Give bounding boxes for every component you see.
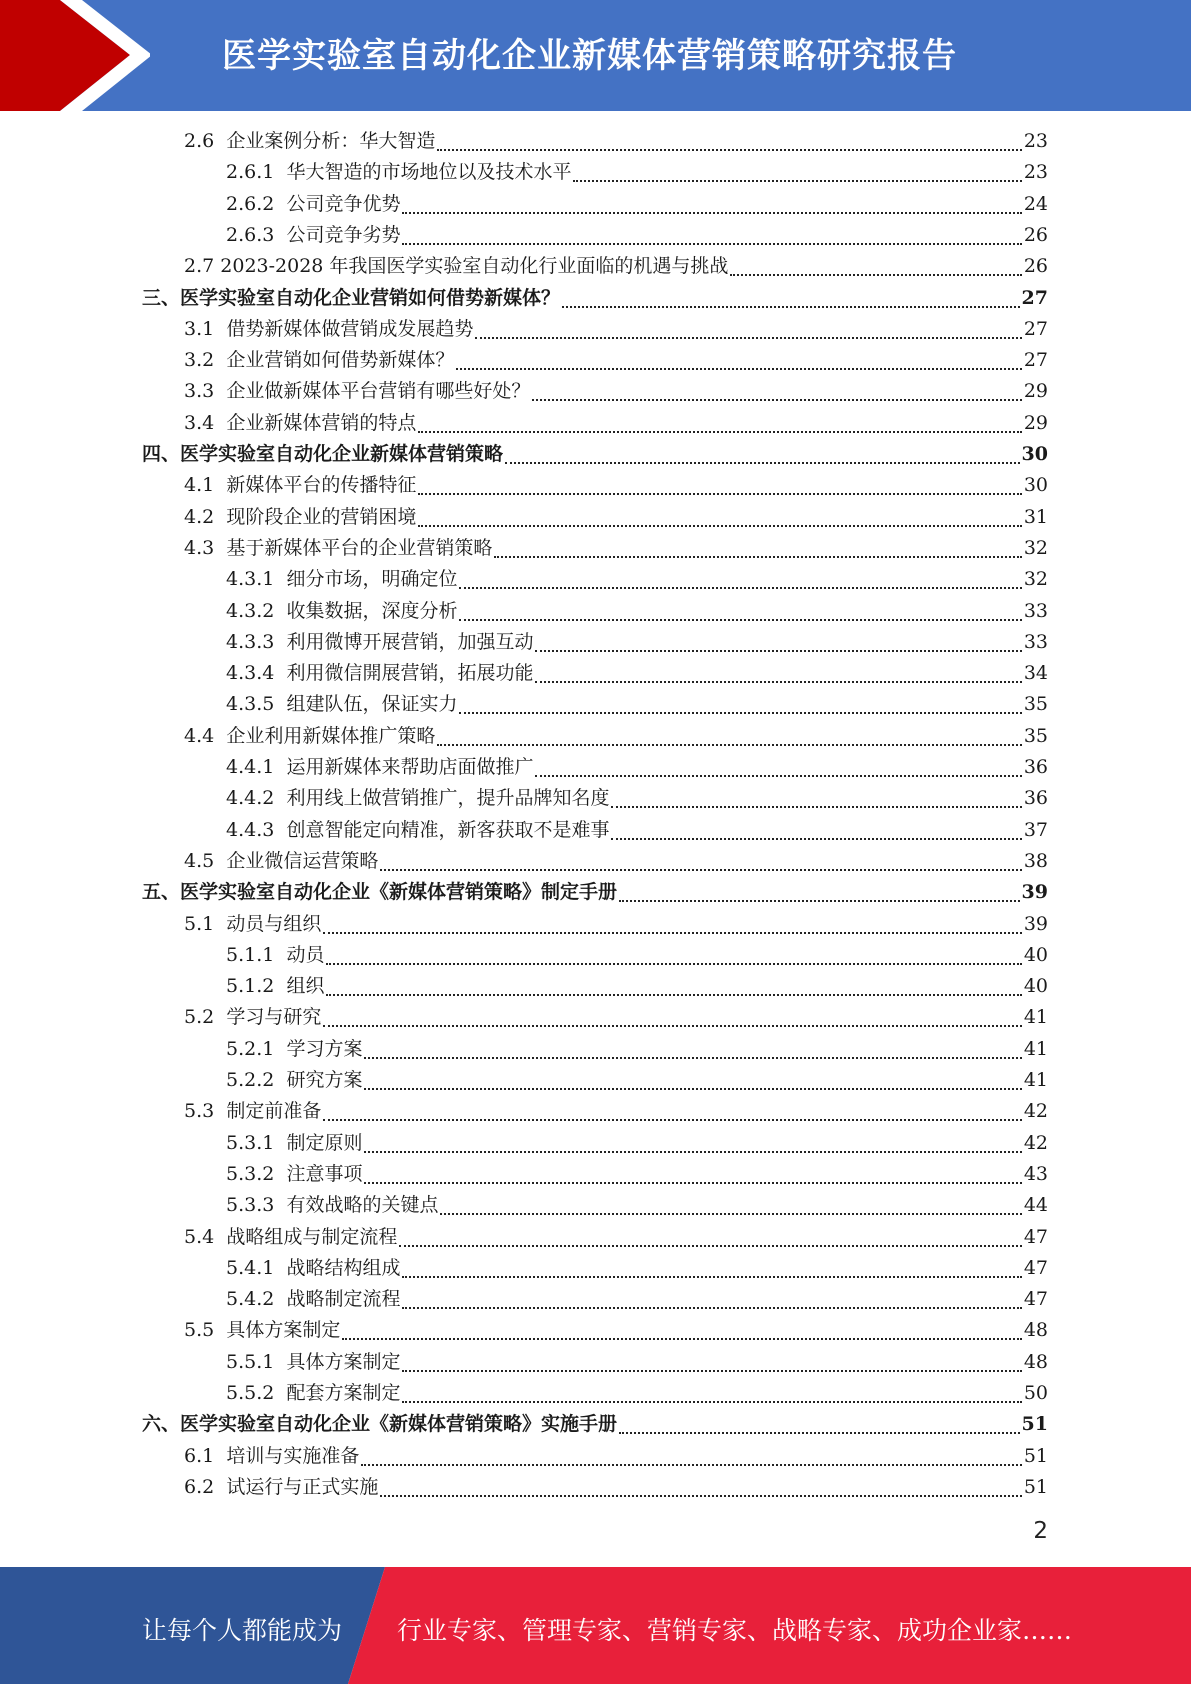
toc-entry-number: 4.3.5	[226, 693, 275, 716]
toc-dot-leader	[364, 1088, 1021, 1090]
toc-entry-page: 43	[1023, 1162, 1048, 1185]
toc-dot-leader	[535, 650, 1021, 652]
toc-entry-number: 4.3.4	[226, 662, 275, 685]
toc-entry[interactable]	[184, 470, 1048, 501]
toc-entry-number: 4.5	[184, 849, 215, 872]
toc-dot-leader	[619, 1432, 1020, 1434]
toc-entry-title: 医学实验室自动化企业《新媒体营销策略》制定手册	[180, 881, 618, 904]
toc-dot-leader	[562, 306, 1020, 308]
toc-entry-title: 企业利用新媒体推广策略	[226, 724, 436, 747]
toc-entry-title: 制定前准备	[226, 1100, 322, 1123]
toc-entry-number: 2.7	[184, 255, 215, 278]
toc-entry-number: 四、	[142, 443, 181, 465]
toc-entry-title: 学习与研究	[226, 1006, 322, 1029]
toc-entry-page: 47	[1023, 1225, 1048, 1248]
toc-dot-leader	[364, 1182, 1021, 1184]
toc-entry-page: 38	[1023, 849, 1048, 872]
toc-entry[interactable]	[226, 1190, 1048, 1221]
toc-entry-title: 战略组成与制定流程	[226, 1225, 398, 1248]
toc-entry-number: 5.5.2	[226, 1382, 275, 1404]
toc-dot-leader	[323, 1119, 1021, 1121]
toc-dot-leader	[475, 337, 1021, 339]
toc-entry-number: 5.4.2	[226, 1288, 275, 1311]
page-number: 2	[1033, 1518, 1048, 1544]
toc-dot-leader	[402, 1370, 1021, 1372]
toc-entry-page: 36	[1023, 787, 1048, 810]
toc-entry-number: 5.5.1	[226, 1350, 275, 1373]
toc-entry-title: 学习方案	[286, 1037, 363, 1060]
toc-dot-leader	[402, 1276, 1021, 1278]
toc-entry[interactable]	[226, 596, 1048, 627]
toc-entry-number: 4.3.2	[226, 599, 275, 622]
toc-entry-title: 研究方案	[286, 1069, 363, 1091]
toc-dot-leader	[611, 806, 1021, 808]
toc-entry-number: 4.3.3	[226, 630, 275, 653]
toc-entry-page: 33	[1023, 599, 1048, 622]
toc-dot-leader	[418, 493, 1021, 495]
toc-entry-title: 公司竞争优势	[286, 192, 401, 215]
toc-entry-page: 24	[1023, 192, 1048, 215]
toc-entry-page: 40	[1023, 975, 1048, 998]
toc-dot-leader	[459, 587, 1021, 589]
footer-slogan-left: 让每个人都能成为	[142, 1616, 343, 1645]
toc-entry-number: 2.6.2	[226, 192, 275, 215]
page-header-banner	[0, 0, 1191, 111]
toc-entry[interactable]	[226, 689, 1048, 720]
toc-entry-title: 现阶段企业的营销困境	[226, 505, 417, 528]
toc-entry-page: 50	[1023, 1382, 1048, 1404]
toc-entry-number: 4.4.1	[226, 756, 275, 778]
toc-entry-page: 41	[1023, 1006, 1048, 1029]
toc-entry-page: 41	[1023, 1069, 1048, 1091]
toc-entry-number: 三、	[142, 286, 181, 309]
toc-entry-title: 注意事项	[286, 1162, 363, 1185]
toc-entry-page: 30	[1023, 474, 1048, 497]
toc-entry-title: 配套方案制定	[286, 1382, 401, 1404]
toc-dot-leader	[326, 994, 1021, 996]
toc-entry[interactable]	[184, 1002, 1048, 1033]
toc-entry[interactable]	[184, 314, 1048, 345]
toc-entry-title: 2023-2028 年我国医学实验室自动化行业面临的机遇与挑战	[220, 255, 729, 278]
toc-entry-page: 29	[1023, 380, 1048, 403]
toc-dot-leader	[459, 619, 1021, 621]
toc-entry[interactable]	[184, 1096, 1048, 1127]
toc-entry[interactable]	[226, 627, 1048, 658]
toc-dot-leader	[535, 775, 1021, 777]
toc-entry-title: 有效战略的关键点	[286, 1194, 439, 1217]
toc-entry-page: 42	[1023, 1131, 1048, 1154]
toc-entry-title: 收集数据，深度分析	[286, 599, 458, 622]
toc-entry-number: 5.1.2	[226, 975, 275, 998]
toc-entry-number: 4.3	[184, 536, 215, 559]
toc-entry-number: 5.4.1	[226, 1256, 275, 1279]
toc-entry-title: 动员与组织	[226, 912, 322, 935]
toc-entry-title: 利用微信開展营销，拓展功能	[286, 662, 534, 685]
toc-dot-leader	[505, 462, 1020, 464]
toc-dot-leader	[494, 556, 1021, 558]
toc-entry-number: 3.3	[184, 380, 215, 403]
toc-entry-page: 51	[1021, 1413, 1048, 1436]
toc-entry[interactable]	[184, 1222, 1048, 1253]
toc-entry-page: 32	[1023, 568, 1048, 591]
toc-entry-number: 4.4.2	[226, 787, 275, 810]
toc-entry-title: 创意智能定向精准，新客获取不是难事	[286, 818, 610, 841]
toc-entry-title: 企业微信运营策略	[226, 849, 379, 872]
toc-dot-leader	[440, 1213, 1021, 1215]
toc-entry-page: 32	[1023, 536, 1048, 559]
toc-entry[interactable]	[226, 658, 1048, 689]
toc-entry-number: 2.6.1	[226, 161, 275, 184]
toc-dot-leader	[611, 838, 1021, 840]
toc-entry[interactable]	[142, 877, 1048, 908]
toc-entry[interactable]	[184, 251, 1048, 282]
toc-entry-page: 47	[1023, 1256, 1048, 1279]
toc-dot-leader	[402, 243, 1021, 245]
toc-entry[interactable]	[226, 971, 1048, 1002]
toc-entry[interactable]	[184, 721, 1048, 752]
toc-dot-leader	[361, 1464, 1021, 1466]
toc-entry-title: 新媒体平台的传播特征	[226, 474, 417, 497]
toc-entry-number: 6.2	[184, 1475, 215, 1498]
toc-entry-page: 48	[1023, 1350, 1048, 1373]
toc-entry-title: 公司竞争劣势	[286, 223, 401, 246]
toc-entry-title: 具体方案制定	[226, 1319, 341, 1342]
toc-entry-page: 39	[1021, 881, 1048, 904]
toc-entry[interactable]	[226, 1253, 1048, 1284]
toc-dot-leader	[380, 1495, 1021, 1497]
toc-entry-title: 战略制定流程	[286, 1288, 401, 1311]
toc-dot-leader	[323, 932, 1021, 934]
toc-entry[interactable]	[184, 1472, 1048, 1503]
toc-entry[interactable]	[184, 126, 1048, 157]
toc-dot-leader	[459, 712, 1021, 714]
toc-entry[interactable]	[226, 220, 1048, 251]
toc-entry[interactable]	[226, 752, 1048, 783]
toc-entry-page: 26	[1023, 255, 1048, 278]
toc-entry-page: 27	[1023, 349, 1048, 372]
toc-dot-leader	[402, 1401, 1021, 1403]
toc-dot-leader	[730, 274, 1021, 276]
toc-entry[interactable]	[184, 345, 1048, 376]
toc-entry[interactable]	[226, 1065, 1048, 1096]
toc-entry-page: 42	[1023, 1100, 1048, 1123]
toc-entry-page: 31	[1023, 505, 1048, 528]
toc-entry-title: 医学实验室自动化企业《新媒体营销策略》实施手册	[180, 1413, 618, 1436]
toc-entry[interactable]	[184, 408, 1048, 439]
toc-entry-number: 5.2.1	[226, 1037, 275, 1060]
toc-entry[interactable]	[142, 439, 1048, 470]
toc-dot-leader	[323, 1025, 1021, 1027]
toc-entry-title: 华大智造的市场地位以及技术水平	[286, 161, 572, 184]
toc-entry-page: 34	[1023, 662, 1048, 685]
toc-entry-number: 4.4.3	[226, 818, 275, 841]
toc-entry-number: 5.5	[184, 1319, 215, 1342]
toc-entry-title: 企业新媒体营销的特点	[226, 411, 417, 434]
toc-entry-page: 27	[1021, 286, 1048, 309]
toc-entry[interactable]	[226, 189, 1048, 220]
toc-entry-number: 4.4	[184, 724, 215, 747]
toc-dot-leader	[380, 869, 1021, 871]
toc-entry-title: 细分市场，明确定位	[286, 568, 458, 591]
toc-entry[interactable]	[184, 846, 1048, 877]
toc-entry[interactable]	[184, 1441, 1048, 1472]
toc-entry[interactable]	[184, 909, 1048, 940]
toc-dot-leader	[342, 1338, 1021, 1340]
toc-entry-number: 5.3.1	[226, 1131, 275, 1154]
toc-entry[interactable]	[226, 940, 1048, 971]
toc-entry-title: 企业营销如何借势新媒体？	[226, 349, 455, 372]
toc-entry-page: 39	[1023, 912, 1048, 935]
toc-entry[interactable]	[184, 533, 1048, 564]
toc-dot-leader	[399, 1245, 1021, 1247]
toc-dot-leader	[418, 525, 1021, 527]
toc-entry-title: 制定原则	[286, 1131, 363, 1154]
toc-entry-page: 48	[1023, 1319, 1048, 1342]
toc-dot-leader	[326, 963, 1021, 965]
toc-entry-title: 借势新媒体做营销成发展趋势	[226, 317, 474, 340]
toc-entry-number: 5.3	[184, 1100, 215, 1123]
document-title: 医学实验室自动化企业新媒体营销策略研究报告	[222, 36, 957, 76]
toc-dot-leader	[364, 1057, 1021, 1059]
toc-entry[interactable]	[226, 1347, 1048, 1378]
toc-entry-title: 基于新媒体平台的企业营销策略	[226, 536, 493, 559]
toc-entry-title: 运用新媒体来帮助店面做推广	[286, 756, 534, 778]
toc-dot-leader	[364, 1151, 1021, 1153]
toc-entry-title: 企业做新媒体平台营销有哪些好处？	[226, 380, 531, 403]
toc-entry-number: 3.2	[184, 349, 215, 372]
toc-dot-leader	[437, 149, 1021, 151]
toc-entry-number: 六、	[142, 1413, 181, 1436]
toc-entry-page: 51	[1023, 1444, 1048, 1467]
toc-entry-number: 5.2	[184, 1006, 215, 1029]
toc-entry[interactable]	[184, 502, 1048, 533]
toc-dot-leader	[402, 212, 1021, 214]
toc-entry-number: 2.6.3	[226, 223, 275, 246]
toc-entry-number: 5.1	[184, 912, 215, 935]
toc-entry-number: 5.3.3	[226, 1194, 275, 1217]
toc-entry[interactable]	[226, 783, 1048, 814]
toc-entry-page: 30	[1021, 443, 1048, 465]
toc-entry-number: 五、	[142, 881, 181, 904]
toc-entry-page: 44	[1023, 1194, 1048, 1217]
toc-entry-page: 29	[1023, 411, 1048, 434]
toc-entry-page: 26	[1023, 223, 1048, 246]
toc-dot-leader	[535, 681, 1021, 683]
toc-entry[interactable]	[226, 1159, 1048, 1190]
toc-entry-title: 组建队伍，保证实力	[286, 693, 458, 716]
toc-entry-number: 5.1.1	[226, 943, 275, 966]
toc-entry-number: 4.3.1	[226, 568, 275, 591]
toc-entry[interactable]	[142, 283, 1048, 314]
toc-entry-number: 5.4	[184, 1225, 215, 1248]
toc-entry-number: 3.1	[184, 317, 215, 340]
toc-entry-title: 利用微博开展营销，加强互动	[286, 630, 534, 653]
header-arrow-decoration	[0, 0, 150, 111]
toc-dot-leader	[456, 368, 1021, 370]
toc-dot-leader	[619, 900, 1020, 902]
toc-entry-number: 3.4	[184, 411, 215, 434]
footer-slogan-right: 行业专家、管理专家、营销专家、战略专家、成功企业家……	[397, 1616, 1073, 1645]
toc-entry-page: 36	[1023, 756, 1048, 778]
toc-entry-title: 企业案例分析：华大智造	[226, 130, 436, 152]
toc-entry[interactable]	[226, 1034, 1048, 1065]
toc-entry[interactable]	[226, 1284, 1048, 1315]
toc-entry[interactable]	[184, 1315, 1048, 1346]
toc-dot-leader	[532, 399, 1021, 401]
toc-entry-page: 41	[1023, 1037, 1048, 1060]
toc-entry-page: 37	[1023, 818, 1048, 841]
toc-entry-title: 试运行与正式实施	[226, 1475, 379, 1498]
toc-entry[interactable]	[184, 376, 1048, 407]
toc-entry-page: 35	[1023, 693, 1048, 716]
toc-entry-title: 动员	[286, 943, 325, 966]
toc-entry[interactable]	[142, 1409, 1048, 1440]
toc-entry-page: 27	[1023, 317, 1048, 340]
toc-entry-page: 23	[1023, 130, 1048, 152]
toc-entry-title: 具体方案制定	[286, 1350, 401, 1373]
toc-entry-number: 4.2	[184, 505, 215, 528]
toc-entry-page: 33	[1023, 630, 1048, 653]
toc-entry-page: 47	[1023, 1288, 1048, 1311]
toc-entry-page: 35	[1023, 724, 1048, 747]
toc-entry[interactable]	[226, 1128, 1048, 1159]
toc-entry-title: 医学实验室自动化企业营销如何借势新媒体？	[180, 286, 561, 309]
toc-entry-number: 6.1	[184, 1444, 215, 1467]
toc-entry-number: 5.3.2	[226, 1162, 275, 1185]
toc-entry-number: 5.2.2	[226, 1069, 275, 1091]
toc-dot-leader	[418, 431, 1021, 433]
toc-entry-title: 组织	[286, 975, 325, 998]
toc-entry-title: 医学实验室自动化企业新媒体营销策略	[180, 443, 504, 465]
toc-entry[interactable]	[226, 564, 1048, 595]
toc-entry-number: 4.1	[184, 474, 215, 497]
toc-entry-page: 51	[1023, 1475, 1048, 1498]
toc-entry-title: 战略结构组成	[286, 1256, 401, 1279]
toc-entry-number: 2.6	[184, 130, 215, 152]
toc-entry-page: 23	[1023, 161, 1048, 184]
toc-dot-leader	[437, 744, 1021, 746]
toc-entry[interactable]	[226, 815, 1048, 846]
toc-entry-title: 利用线上做营销推广，提升品牌知名度	[286, 787, 610, 810]
toc-entry[interactable]	[226, 157, 1048, 188]
toc-entry-title: 培训与实施准备	[226, 1444, 360, 1467]
toc-entry[interactable]	[226, 1378, 1048, 1409]
toc-entry-page: 40	[1023, 943, 1048, 966]
toc-dot-leader	[573, 180, 1021, 182]
toc-dot-leader	[402, 1307, 1021, 1309]
